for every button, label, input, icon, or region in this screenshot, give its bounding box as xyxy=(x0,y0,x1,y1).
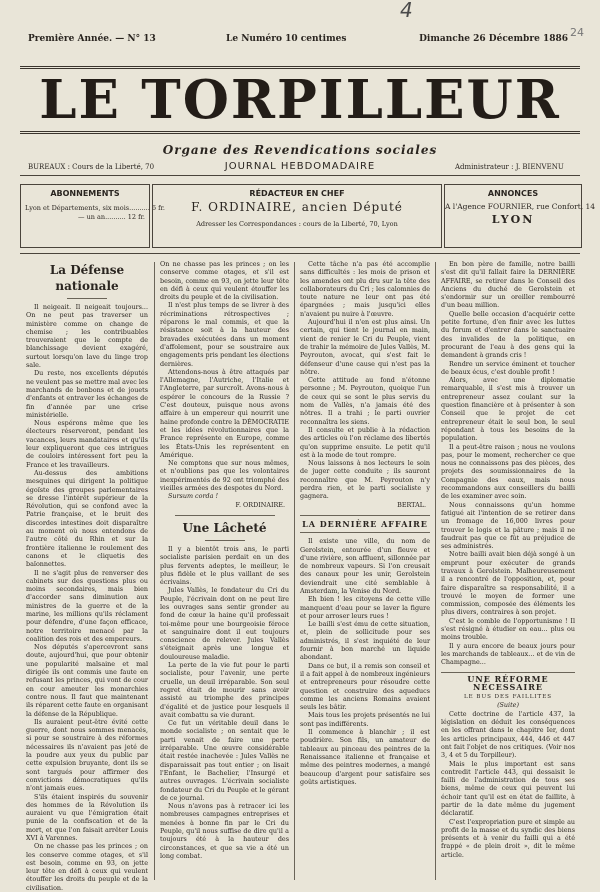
handwritten-corner-note: 24 xyxy=(570,26,584,39)
paragraph: Ne comptons que sur nous mêmes, et n'oublions pas que les volontaires inexpérimentés de 92 ont triomphé des vieilles armées des despotes du Nord. xyxy=(160,459,289,493)
masthead-topline xyxy=(28,34,568,48)
bureaux-address: BUREAUX : Cours de la Liberté, 70 xyxy=(28,163,155,171)
boxes-rule xyxy=(20,253,580,254)
column-rule-2 xyxy=(294,262,295,880)
paragraph: Du reste, nos excellents députés ne veulent pas se mettre mal avec les marchands de bonbons et de jouets d'enfants et entraver les échanges de fin d'année par une crise ministérielle. xyxy=(26,369,148,419)
issue-price: Le Numéro 10 centimes xyxy=(226,34,347,44)
paragraph: Attendons-nous à être attaqués par l'Allemagne, l'Autriche, l'Italie et l'Angleterre, par surcroît. Avons-nous à espérer le concours de la Russie ? C'est douteux, puisque nous avons affaire à un empereur qui nourrit une haine profonde contre la DÉMOCRATIE et les idées révolutionnaires que la France représente en Europe, comme les États-Unis les représentent en Amérique. xyxy=(160,367,289,459)
header-rule xyxy=(20,175,580,176)
paragraph: On ne chasse pas les princes ; on les conserve comme otages, et s'il est besoin, comme en 93, on jette leur tête en défi à ceux qui veulent étouffer les droits du peuple et de la civilisation. xyxy=(26,842,148,892)
redacteur-label: RÉDACTEUR EN CHEF xyxy=(249,189,345,198)
defense-motto: Sursum corda ! xyxy=(168,492,219,501)
abonnements-box xyxy=(20,184,165,248)
paragraph: Dans ce but, il a remis son conseil et il a fait appel à de nombreux ingénieurs et entrepreneurs pour résoudre cette question et construire des aqueducs comme les anciens Romains avaient seuls les bâtir. xyxy=(300,661,430,712)
paragraph: La perte de la vie fut pour le parti socialiste, pour l'avenir, une perte cruelle, un deuil irréparable. Son seul regret était de mourir sans avoir assisté au triomphe des principes d'égalité et de justice pour lesquels il avait combattu sa vie durant. xyxy=(160,661,289,719)
column-4 xyxy=(441,260,575,880)
reforme-note: (Suite) xyxy=(497,701,519,710)
reforme-subtitle: LE BUS DES FAILLITES xyxy=(464,694,552,701)
handwritten-number: 4 xyxy=(400,0,413,22)
article-title-reforme: UNE RÉFORME NÉCESSAIRE xyxy=(467,673,549,692)
lachete-signature: BERTAL. xyxy=(397,500,426,509)
derniere-title-frame xyxy=(300,515,430,533)
newspaper-title: LE TORPILLEUR xyxy=(20,66,580,134)
paragraph: Aujourd'hui il n'en est plus ainsi. Un certain, qui tient le journal en main, vient de renier le Cri du Peuple, vient de trahir la mémoire de Jules Vallès, M. Peyrouton, avocat, qui s'est fait le défenseur d'une cause qui n'est pas la nôtre. xyxy=(300,318,430,376)
column-rule-1 xyxy=(154,262,155,880)
paragraph: Quelle belle occasion d'acquérir cette petite fortune, d'en finir avec les luttes du forum et d'entrer dans le sanctuaire des invalides de la politique, en procurant de l'eau à des gens qui la demandent à grands cris ! xyxy=(441,309,575,360)
paragraph: Ce fut un véritable deuil dans le monde socialiste ; on sentait que le parti venait de faire une perte irréparable. Une œuvre considérable était restée inachevée : Jules Vallès ne disparaissait pas tout entier ; on lisait l'Enfant, le Bachelier, l'Insurgé et autres ouvrages. L'écrivain socialiste fondateur du Cri du Peuple et le gérant de ce journal. xyxy=(160,719,289,802)
paragraph: Il neigeait. Il neigeait toujours... On ne peut pas traverser un ministère comme on change de chemise ; les contribuables trouveraient que le compte de blanchissage devient exagéré, surtout lorsqu'on lave du linge trop sale. xyxy=(26,303,148,370)
column-3 xyxy=(300,260,430,880)
issue-number: Première Année. — N° 13 xyxy=(28,34,156,44)
paragraph: Nous espérons même que les électeurs réserveront, pendant les vacances, leurs mandataires et qu'ils leur expliqueront que ces intrigues de couloirs intéressent fort peu la France et les travailleurs. xyxy=(26,419,148,469)
defense-signature: F. ORDINAIRE. xyxy=(235,500,285,509)
annonces-agency: A l'Agence FOURNIER, rue Confort, 14 xyxy=(445,202,596,211)
paragraph: C'est l'expropriation pure et simple au profit de la masse et du syndic des biens présents et à venir du failli qui a été frappé « de plein droit », dit le même article. xyxy=(441,817,575,859)
article-separator xyxy=(175,515,275,516)
annonces-box xyxy=(444,184,596,248)
paragraph: Il y a bientôt trois ans, le parti socialiste parisien perdait en un des plus fervents adeptes, le meilleur, le plus fidèle et le plus vaillant de ses écrivains. xyxy=(160,544,289,587)
paragraph: Cette doctrine de l'article 437, la législation en déduit les conséquences en les offrant dans le chapitre Ier, dont les articles principaux, 444, 446 et 447 ont fait l'objet de nos critiques. (Voir nos 3, 4 et 5 du Torpilleur). xyxy=(441,709,575,760)
column-1 xyxy=(26,260,148,892)
issue-date: Dimanche 26 Décembre 1886 xyxy=(419,34,568,44)
paragraph: Eh bien ! les citoyens de cette ville manquent d'eau pour se laver la figure et pour arroser leurs rues ! xyxy=(300,595,430,620)
paragraph: Le bailli s'est ému de cette situation, et, plein de sollicitude pour ses administrés, il s'est inquiété de leur fournir à bon marché un liquide abondant. xyxy=(300,620,430,662)
journal-frequency: JOURNAL HEBDOMADAIRE xyxy=(224,161,376,172)
paragraph: Alors, avec une diplomatie remarquable, il s'est mis à trouver un entrepreneur assez coulant sur la question financière et à présenter à son Conseil que le projet de cet entrepreneur était le seul bon, le seul répondant à tous les besoins de la population. xyxy=(441,376,575,443)
abonnements-label: ABONNEMENTS xyxy=(50,189,120,198)
redacteur-address: Adresser les Correspondances : cours de la Liberté, 70, Lyon xyxy=(196,220,398,228)
paragraph: Il ne s'agit plus de renverser des cabinets sur des questions plus ou moins secondaires, mais bien d'accorder sans diminution aux ministres de la guerre et de la marine, les millions qu'ils réclament pour défendre, d'une façon efficace, notre territoire menacé par la coalition des rois et des empereurs. xyxy=(26,568,148,643)
paragraph: On ne chasse pas les princes ; on les conserve comme otages, et s'il est besoin, comme en 93, on jette leur tête en défi à ceux qui veulent étouffer les droits du peuple et de la civilisation. xyxy=(160,260,289,302)
paragraph: Jules Vallès, le fondateur du Cri du Peuple, l'écrivain dont on ne peut lire les ouvrages sans sentir gronder au fond de cœur la haine qu'il professait toi-même pour une bourgeoisie féroce et sanguinaire dont il eut toujours conscience de relever. Jules Vallès s'éteignait après une longue et douloureuse maladie. xyxy=(160,586,289,661)
paragraph: Mais tous les projets présentés ne lui sont pas indifférents. xyxy=(300,711,430,728)
paragraph: Nous connaissons qu'un homme fatigué ait l'intention de se retirer dans un fromage de 16,000 livres pour trouver le logis et la pâture ; mais il ne faudrait pas que ce fût au préjudice de ses administrés. xyxy=(441,500,575,551)
paragraph: Il n'est plus temps de se livrer à des récriminations rétrospectives ; réparons le mal commis, et que la résistance soit à la hauteur des bravades exécutées dans un moment d'affolement, pour se soustraire aux engagements pris pendant les élections dernières. xyxy=(160,301,289,368)
title-rule xyxy=(67,298,107,299)
paragraph: S'ils étaient inspirés du souvenir des hommes de la Révolution ils auraient vu que l'émigration était punie de la confiscation et de la mort, et que l'on faisait arrêter Louis XVI à Varennes. xyxy=(26,792,148,842)
paragraph: Il existe une ville, du nom de Gerolstein, entourée d'un fleuve et d'une rivière, son affluent, sillonnée par de nombreux vapeurs. Si l'on creusait des canaux pour les unir, Gerolstein deviendrait une cité semblable à Amsterdam, la Venise du Nord. xyxy=(300,537,430,595)
abonnements-line-1: Lyon et Départements, six mois.......... 6 fr. xyxy=(25,204,165,212)
paragraph: Ils auraient peut-être évité cette guerre, dont nous sommes menacés, si pour se soustraire à des réformes nécessaires ils n'avaient pas jeté de la poudre aux yeux du public par cette expulsion bruyante, dont ils se sont targués pour affirmer des convictions démocratiques qu'ils n'ont jamais eues. xyxy=(26,717,148,793)
paragraph: Notre bailli avait bien déjà songé à un emprunt pour exécuter de grands travaux à Gerolstein. Malheureusement il a rencontré de l'opposition, et, pour faire disparaître sa responsabilité, il a trouvé le moyen de former une commission, composée des éléments les plus divers, contraires à son projet. xyxy=(441,550,575,617)
article-separator xyxy=(441,672,575,673)
paragraph: Au-dessus des ambitions mesquines qui dirigent la politique égoïste des groupes parlementaires se dresse l'intérêt supérieur de la Révolution, qui se confond avec la Patrie française, et le bruit des discordes intestines doit disparaître au moment où nous entendons de l'autre côté du Rhin et sur la frontière italienne le roulement des canons et le cliquetis des baïonnettes. xyxy=(26,468,148,569)
paragraph: En bon père de famille, notre bailli s'est dit qu'il fallait faire la DERNIÈRE AFFAIRE, se retirer dans le Conseil des Anciens du duché de Gerolstein et s'endormir sur un oreiller rembourré d'un beau million. xyxy=(441,260,575,310)
title-rule xyxy=(205,540,245,541)
annonces-label: ANNONCES xyxy=(487,189,539,198)
paragraph: Cette tâche n'a pas été accomplie sans difficultés : les mois de prison et les amendes ont plu dru sur la tête des collaborateurs du Cri ; les calomnies de toute nature ne leur ont pas été épargnées ; mais jusqu'ici elles n'avaient pu nuire à l'œuvre. xyxy=(300,260,430,318)
paragraph: Cette attitude au fond n'étonne personne ; M. Peyrouton, quoique l'un de ceux qui se sont le plus servis du nom de Vallès, n'a jamais été des nôtres. Il a trahi ; le parti ouvrier reconnaîtra les siens. xyxy=(300,376,430,426)
paragraph: Il consulte et publie à la rédaction des articles où l'on réclame des libertés qu'on supprime ensuite. Le petit qu'il est à la mode de tout rompre. xyxy=(300,425,430,459)
newspaper-subtitle: Organe des Revendications sociales xyxy=(162,143,438,157)
administrateur: Administrateur : J. BIENVENU xyxy=(455,163,564,171)
paragraph: Il commence à blanchir ; il est poudrière. Son fils, un amateur de tableaux au pinceau des peintres de la Renaissance italienne et française et même des peintres modernes, a mangé beaucoup d'argent pour satisfaire ses goûts artistiques. xyxy=(300,728,430,786)
annonces-city: LYON xyxy=(491,213,535,226)
redacteur-box xyxy=(152,184,442,248)
paragraph: Nous laissons à nos lecteurs le soin de juger cette conduite ; ils sauront reconnaître que M. Peyrouton n'y perdra rien, et le parti socialiste y gagnera. xyxy=(300,459,430,501)
abonnements-line-2: — un an.......... 12 fr. xyxy=(78,213,145,221)
article-title-lachete: Une Lâcheté xyxy=(182,520,267,535)
redacteur-name: F. ORDINAIRE, ancien Député xyxy=(191,200,403,214)
paragraph: Il a peut-être raison ; nous ne voulons pas, pour le moment, rechercher ce que nous ne connaissons pas des pièces, des projets des soumissionnaires de la Compagnie des eaux, mais nous recommandons aux conseillers du bailli de les examiner avec soin. xyxy=(441,442,575,501)
paragraph: Nous n'avons pas à retracer ici les nombreuses campagnes entreprises et menées à bonne fin par le Cri du Peuple, qu'il nous suffise de dire qu'il a toujours été à la hauteur des circonstances, et que sa vie a été un long combat. xyxy=(160,802,289,860)
paragraph: Rendre un service éminent et toucher de beaux écus, c'est double profit ! xyxy=(441,359,575,376)
column-2 xyxy=(160,260,289,880)
article-title-defense: La Défense nationale xyxy=(49,263,125,293)
paragraph: Nos députés s'apercevront sans doute, aujourd'hui, que pour obtenir une popularité malsaine et mal dirigée ils ont commis une faute en refusant les princes, qui vont de cour en cour ameuter les monarchies contre nous. Il faut que maintenant ils réparent cette faute en organisant la défense de la République. xyxy=(26,643,148,718)
article-title-derniere: LA DERNIÈRE AFFAIRE xyxy=(302,518,428,529)
paragraph: Il y aura encore de beaux jours pour les marchands de tableaux... et de vin de Champagne... xyxy=(441,641,575,667)
paragraph: C'est le comble de l'opportunisme ! Il s'est résigné à étudier en eau... plus ou moins trouble. xyxy=(441,616,575,642)
paragraph: Mais le plus important est sans contredit l'article 443, qui dessaisit le failli de l'administration de tous ses biens, même de ceux qui peuvent lui échoir tant qu'il est en état de faillite, à partir de la date même du jugement déclaratif. xyxy=(441,759,575,818)
column-rule-3 xyxy=(435,262,436,880)
